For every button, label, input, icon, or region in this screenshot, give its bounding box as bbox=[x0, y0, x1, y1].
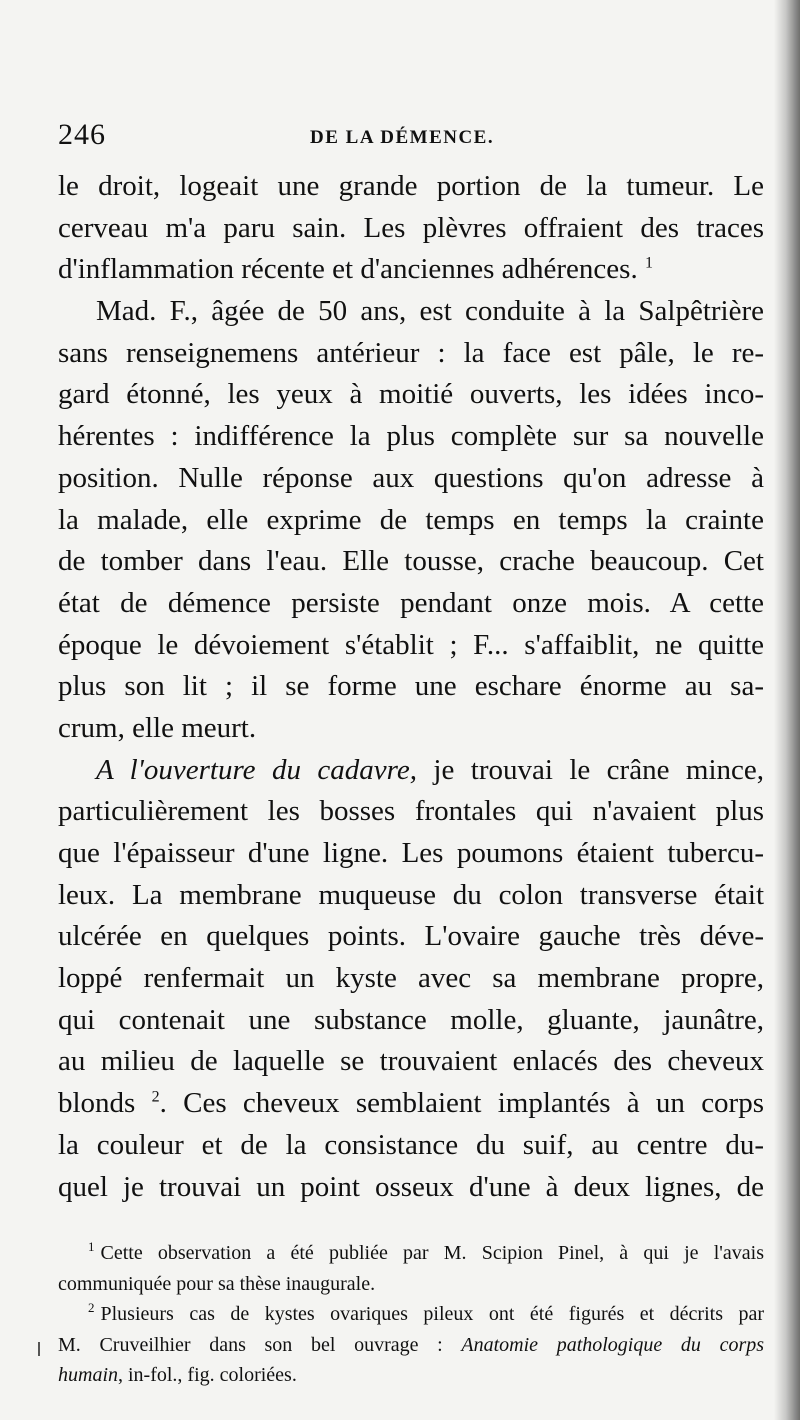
page-number: 246 bbox=[58, 118, 106, 151]
footnote-1-line bbox=[58, 1238, 764, 1269]
text-line: la malade, elle exprime de temps en temps la crainte bbox=[58, 503, 764, 536]
italic-phrase: A l'ouverture du cadavre, bbox=[96, 753, 417, 786]
body-text bbox=[58, 166, 764, 1208]
text-fragment: je trouvai le crâne mince, bbox=[433, 753, 764, 786]
footnote-text: Cette observation a été publiée par M. Scipion Pinel, à qui je l'avais bbox=[100, 1242, 764, 1264]
text-line: de tomber dans l'eau. Elle tousse, crache beaucoup. Cet bbox=[58, 545, 764, 578]
text-line: quel je trouvai un point osseux d'une à deux lignes, de bbox=[58, 1170, 764, 1203]
text-line: plus son lit ; il se forme une eschare énorme au sa- bbox=[58, 670, 764, 703]
text-line: sans renseignemens antérieur : la face est pâle, le re- bbox=[58, 336, 764, 369]
footnote-1-mark: 1 bbox=[88, 1239, 95, 1255]
footnote-2-line bbox=[58, 1330, 764, 1361]
text-line: au milieu de laquelle se trouvaient enlacés des cheveux bbox=[58, 1045, 764, 1078]
page-header bbox=[58, 118, 758, 158]
footnote-italic: humain bbox=[58, 1364, 118, 1386]
text-line: loppé renfermait un kyste avec sa membrane propre, bbox=[58, 962, 764, 995]
text-line: époque le dévoiement s'établit ; F... s'affaiblit, ne quitte bbox=[58, 628, 764, 661]
footnote-ref-1: 1 bbox=[644, 254, 653, 272]
text-line: qui contenait une substance molle, gluante, jaunâtre, bbox=[58, 1003, 764, 1036]
text-line: position. Nulle réponse aux questions qu'on adresse à bbox=[58, 461, 764, 494]
text-line: la couleur et de la consistance du suif, au centre du- bbox=[58, 1128, 764, 1161]
text-line bbox=[58, 750, 764, 792]
footnote-ref-2: 2 bbox=[151, 1088, 160, 1106]
text-line: crum, elle meurt. bbox=[58, 711, 257, 744]
footnote-text: , in-fol., fig. coloriées. bbox=[118, 1364, 297, 1386]
margin-mark bbox=[38, 1342, 40, 1356]
text-line: Mad. F., âgée de 50 ans, est conduite à la Salpêtrière bbox=[96, 295, 764, 328]
text-line: hérentes : indifférence la plus complète sur sa nouvelle bbox=[58, 420, 764, 453]
text-line: ulcérée en quelques points. L'ovaire gauche très déve- bbox=[58, 920, 764, 953]
footnote-2-mark: 2 bbox=[88, 1300, 95, 1316]
binding-shadow bbox=[774, 0, 800, 1420]
footnote-2-line bbox=[58, 1299, 764, 1330]
footnote-italic: Anatomie pathologique du corps bbox=[461, 1333, 764, 1356]
text-line: gard étonné, les yeux à moitié ouverts, les idées inco- bbox=[58, 378, 764, 411]
text-line: leux. La membrane muqueuse du colon transverse était bbox=[58, 878, 764, 911]
footnote-2-line bbox=[58, 1360, 764, 1391]
text-line: cerveau m'a paru sain. Les plèvres offraient des traces bbox=[58, 211, 764, 244]
footnote-text: M. Cruveilhier dans son bel ouvrage : bbox=[58, 1333, 443, 1356]
text-line: état de démence persiste pendant onze mois. A cette bbox=[58, 586, 764, 619]
running-title: DE LA DÉMENCE. bbox=[310, 127, 495, 148]
text-fragment: d'inflammation récente et d'anciennes adhérences. bbox=[58, 253, 638, 286]
footnote-text: Plusieurs cas de kystes ovariques pileux ont été figurés et décrits par bbox=[100, 1303, 764, 1325]
text-fragment: blonds bbox=[58, 1087, 136, 1120]
text-line: le droit, logeait une grande portion de la tumeur. Le bbox=[58, 170, 764, 202]
text-fragment: . Ces cheveux semblaient implantés à un corps bbox=[159, 1087, 764, 1120]
text-line bbox=[58, 249, 764, 291]
text-line: que l'épaisseur d'une ligne. Les poumons étaient tubercu- bbox=[58, 837, 764, 869]
text-line bbox=[58, 1083, 764, 1125]
footnotes bbox=[58, 1238, 764, 1391]
footnote-1-line: communiquée pour sa thèse inaugurale. bbox=[58, 1272, 376, 1295]
text-line: particulièrement les bosses frontales qui n'avaient plus bbox=[58, 795, 764, 828]
